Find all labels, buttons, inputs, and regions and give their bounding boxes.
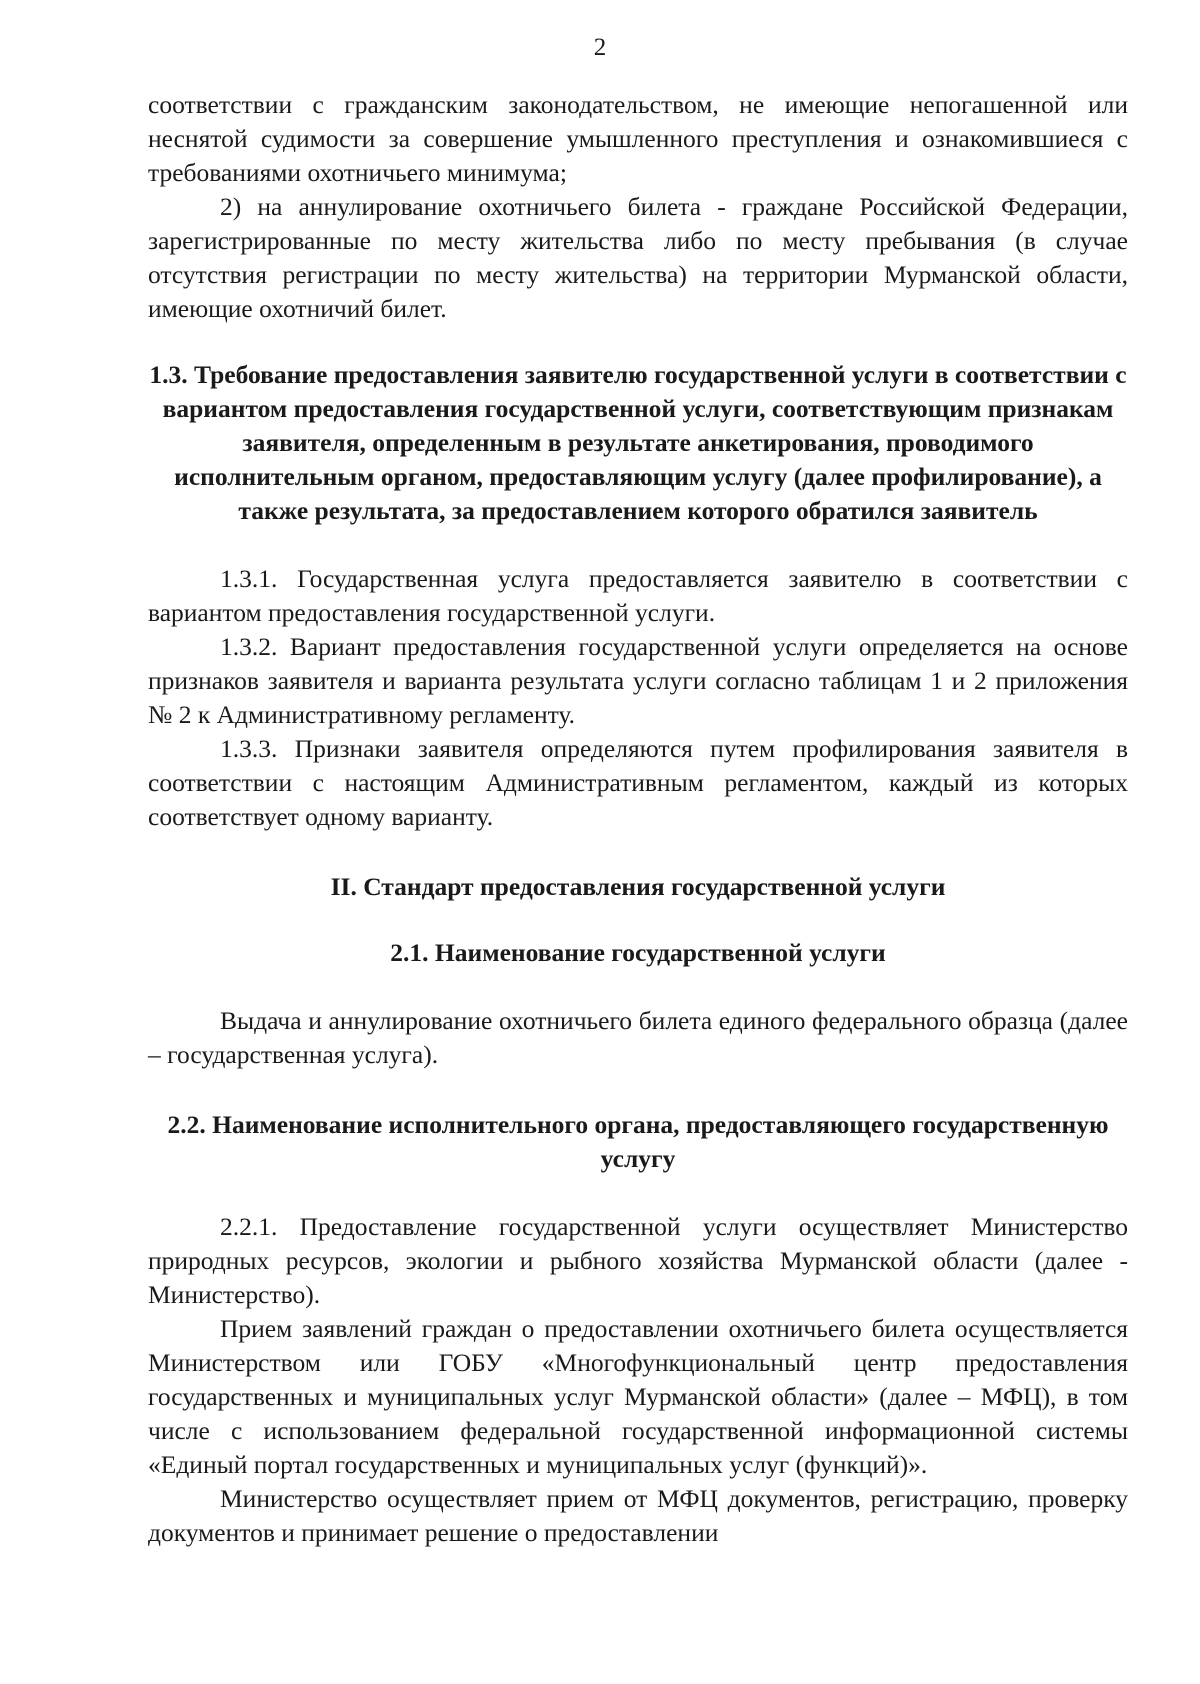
paragraph-1-3-2: 1.3.2. Вариант предоставления государственной услуги определяется на основе признаков заявителя и варианта результата услуги согласно таблицам 1 и 2 приложения № 2 к Административному регламенту. <box>148 632 1128 729</box>
paragraph-2-2-ministry: Министерство осуществляет прием от МФЦ документов, регистрацию, проверку документов и принимает решение о предоставлении <box>148 1484 1128 1547</box>
section-ii-heading: II. Стандарт предоставления государственной услуги <box>330 872 946 901</box>
paragraph-2-1: Выдача и аннулирование охотничьего билета единого федерального образца (далее – государственная услуга). <box>148 1006 1128 1069</box>
intro-paragraph-2: 2) на аннулирование охотничьего билета - граждане Российской Федерации, зарегистрированные по месту жительства либо по месту пребывания (в случае отсутствия регистрации по месту жительства) на территории Мурманской области, имеющие охотничий билет. <box>148 192 1128 323</box>
page-number: 2 <box>593 34 607 61</box>
section-2-1-heading: 2.1. Наименование государственной услуги <box>390 938 886 967</box>
paragraph-1-3-3: 1.3.3. Признаки заявителя определяются путем профилирования заявителя в соответствии с настоящим Административным регламентом, каждый из которых соответствует одному варианту. <box>148 734 1128 831</box>
section-1-3-heading: 1.3. Требование предоставления заявителю государственной услуги в соответствии с вариантом предоставления государственной услуги, соответствующим признакам заявителя, определенным в результате анкетирования, проводимого исполнительным органом, предоставляющим услугу (далее профилирование), а также результата, за предоставлением которого обратился заявитель <box>149 360 1127 525</box>
paragraph-1-3-1: 1.3.1. Государственная услуга предоставляется заявителю в соответствии с вариантом предоставления государственной услуги. <box>148 564 1128 627</box>
paragraph-2-2-applications: Прием заявлений граждан о предоставлении охотничьего билета осуществляется Министерством или ГОБУ «Многофункциональный центр предоставления государственных и муниципальных услуг Мурманской области» (далее – МФЦ), в том числе с использованием федеральной государственной информационной системы «Единый портал государственных и муниципальных услуг (функций)». <box>148 1314 1128 1479</box>
document-body <box>148 88 1128 1550</box>
intro-paragraph-1: соответствии с гражданским законодательством, не имеющие непогашенной или неснятой судимости за совершение умышленного преступления и ознакомившиеся с требованиями охотничьего минимума; <box>148 90 1128 187</box>
section-2-2-heading: 2.2. Наименование исполнительного органа, предоставляющего государственную услугу <box>167 1110 1109 1173</box>
paragraph-2-2-1: 2.2.1. Предоставление государственной услуги осуществляет Министерство природных ресурсов, экологии и рыбного хозяйства Мурманской области (далее - Министерство). <box>148 1212 1128 1309</box>
